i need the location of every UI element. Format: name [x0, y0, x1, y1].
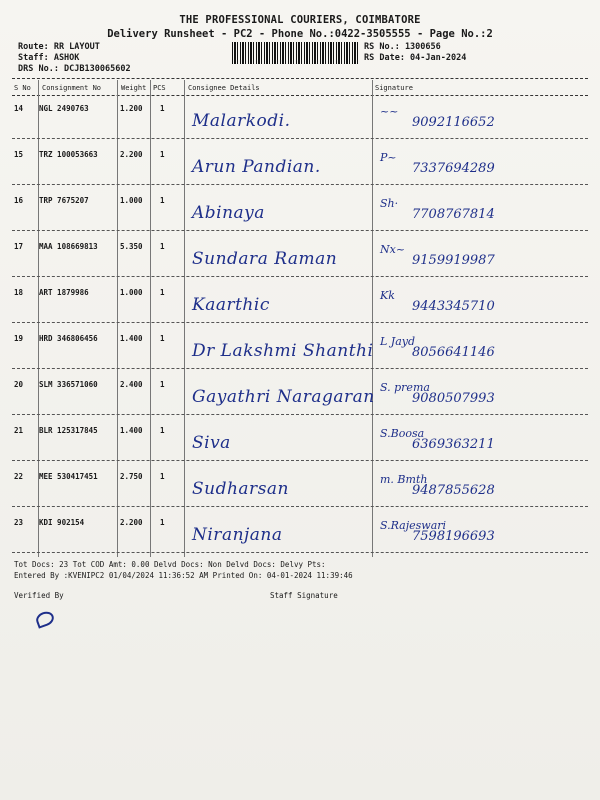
row-weight: 2.400	[120, 380, 143, 389]
route-label: Route: RR LAYOUT	[18, 42, 100, 52]
col-sno: S No	[14, 84, 31, 92]
table-row	[12, 511, 588, 553]
drs-number: DRS No.: DCJB130065602	[18, 64, 131, 74]
row-sno: 23	[14, 518, 24, 527]
table-top-rule	[12, 78, 588, 79]
entered-by-line: Entered By :KVENIPC2 01/04/2024 11:36:52 AM Printed On: 04-01-2024 11:39:46	[14, 571, 353, 580]
row-signature: S. prema	[380, 381, 430, 394]
row-consignee-handwritten: Abinaya	[192, 203, 265, 223]
row-consignment-no: BLR 125317845	[39, 426, 98, 435]
row-signature: S.Boosa	[380, 427, 425, 440]
table-row	[12, 235, 588, 277]
row-weight: 1.400	[120, 334, 143, 343]
row-weight: 2.200	[120, 150, 143, 159]
table-row	[12, 327, 588, 369]
row-pcs: 1	[160, 334, 165, 343]
row-sno: 16	[14, 196, 24, 205]
row-consignee-handwritten: Sudharsan	[192, 479, 289, 499]
row-weight: 1.000	[120, 288, 143, 297]
row-signature: Kk	[380, 289, 395, 302]
row-consignee-handwritten: Gayathri Naragaran	[192, 387, 375, 407]
table-row	[12, 281, 588, 323]
row-divider	[12, 322, 588, 323]
row-consignee-handwritten: Arun Pandian.	[192, 157, 321, 177]
barcode	[232, 42, 358, 64]
row-phone-handwritten: 7598196693	[412, 529, 495, 544]
row-consignment-no: NGL 2490763	[39, 104, 89, 113]
col-signature: Signature	[375, 84, 413, 92]
row-consignee-handwritten: Dr Lakshmi Shanthi	[192, 341, 374, 361]
row-weight: 2.750	[120, 472, 143, 481]
row-phone-handwritten: 7337694289	[412, 161, 495, 176]
row-consignee-handwritten: Niranjana	[192, 525, 283, 545]
row-sno: 21	[14, 426, 24, 435]
row-pcs: 1	[160, 150, 165, 159]
row-weight: 1.400	[120, 426, 143, 435]
row-phone-handwritten: 7708767814	[412, 207, 495, 222]
row-consignment-no: KDI 902154	[39, 518, 85, 527]
staff-label: Staff: ASHOK	[18, 53, 80, 63]
row-phone-handwritten: 6369363211	[412, 437, 495, 452]
row-divider	[12, 368, 588, 369]
verifier-initial-mark	[34, 609, 56, 628]
rs-date: RS Date: 04-Jan-2024	[364, 53, 467, 63]
rs-number: RS No.: 1300656	[364, 42, 441, 52]
row-phone-handwritten: 9159919987	[412, 253, 495, 268]
row-pcs: 1	[160, 380, 165, 389]
col-weight: Weight	[121, 84, 147, 92]
row-consignee-handwritten: Siva	[192, 433, 231, 453]
row-consignment-no: SLM 336571060	[39, 380, 98, 389]
row-divider	[12, 506, 588, 507]
row-signature: ~~	[380, 105, 399, 118]
row-consignment-no: HRD 346806456	[39, 334, 98, 343]
row-consignee-handwritten: Sundara Raman	[192, 249, 338, 269]
row-pcs: 1	[160, 472, 165, 481]
row-signature: Nx~	[380, 243, 406, 256]
col-consignment: Consignment No	[42, 84, 102, 92]
row-weight: 2.200	[120, 518, 143, 527]
row-signature: P~	[380, 151, 397, 164]
table-row	[12, 465, 588, 507]
row-phone-handwritten: 8056641146	[412, 345, 495, 360]
header-bottom-rule	[12, 95, 588, 96]
row-divider	[12, 414, 588, 415]
row-sno: 19	[14, 334, 24, 343]
row-pcs: 1	[160, 242, 165, 251]
row-consignment-no: TRZ 100053663	[39, 150, 98, 159]
row-weight: 1.000	[120, 196, 143, 205]
row-consignment-no: MEE 530417451	[39, 472, 98, 481]
row-sno: 22	[14, 472, 24, 481]
row-signature: Sh·	[380, 197, 399, 210]
row-weight: 5.350	[120, 242, 143, 251]
row-signature: L Jayd	[380, 335, 416, 348]
col-consignee: Consignee Details	[188, 84, 260, 92]
row-signature: S.Rajeswari	[380, 519, 447, 532]
row-consignment-no: MAA 108669813	[39, 242, 98, 251]
table-row	[12, 373, 588, 415]
row-consignment-no: TRP 7675207	[39, 196, 89, 205]
table-row	[12, 419, 588, 461]
row-divider	[12, 230, 588, 231]
row-consignment-no: ART 1879986	[39, 288, 89, 297]
col-pcs: PCS	[153, 84, 166, 92]
row-phone-handwritten: 9092116652	[412, 115, 495, 130]
totals-line: Tot Docs: 23 Tot COD Amt: 0.00 Delvd Docs: Non Delvd Docs: Delvy Pts:	[14, 560, 326, 569]
table-row	[12, 143, 588, 185]
row-divider	[12, 184, 588, 185]
row-sno: 17	[14, 242, 24, 251]
row-pcs: 1	[160, 104, 165, 113]
row-consignee-handwritten: Malarkodi.	[192, 111, 291, 131]
row-divider	[12, 276, 588, 277]
row-phone-handwritten: 9080507993	[412, 391, 495, 406]
row-weight: 1.200	[120, 104, 143, 113]
row-sno: 20	[14, 380, 24, 389]
row-signature: m. Bmth	[380, 473, 428, 486]
row-pcs: 1	[160, 518, 165, 527]
row-pcs: 1	[160, 426, 165, 435]
row-divider	[12, 460, 588, 461]
row-pcs: 1	[160, 196, 165, 205]
verified-by-label: Verified By	[14, 591, 64, 600]
company-title: THE PROFESSIONAL COURIERS, COIMBATORE	[179, 14, 421, 26]
row-sno: 18	[14, 288, 24, 297]
table-row	[12, 97, 588, 139]
runsheet-subtitle: Delivery Runsheet - PC2 - Phone No.:0422-3505555 - Page No.:2	[107, 28, 493, 40]
row-pcs: 1	[160, 288, 165, 297]
row-sno: 15	[14, 150, 24, 159]
row-phone-handwritten: 9487855628	[412, 483, 495, 498]
row-divider	[12, 552, 588, 553]
row-consignee-handwritten: Kaarthic	[192, 295, 270, 315]
row-phone-handwritten: 9443345710	[412, 299, 495, 314]
row-divider	[12, 138, 588, 139]
row-sno: 14	[14, 104, 24, 113]
staff-signature-label: Staff Signature	[270, 591, 338, 600]
table-row	[12, 189, 588, 231]
